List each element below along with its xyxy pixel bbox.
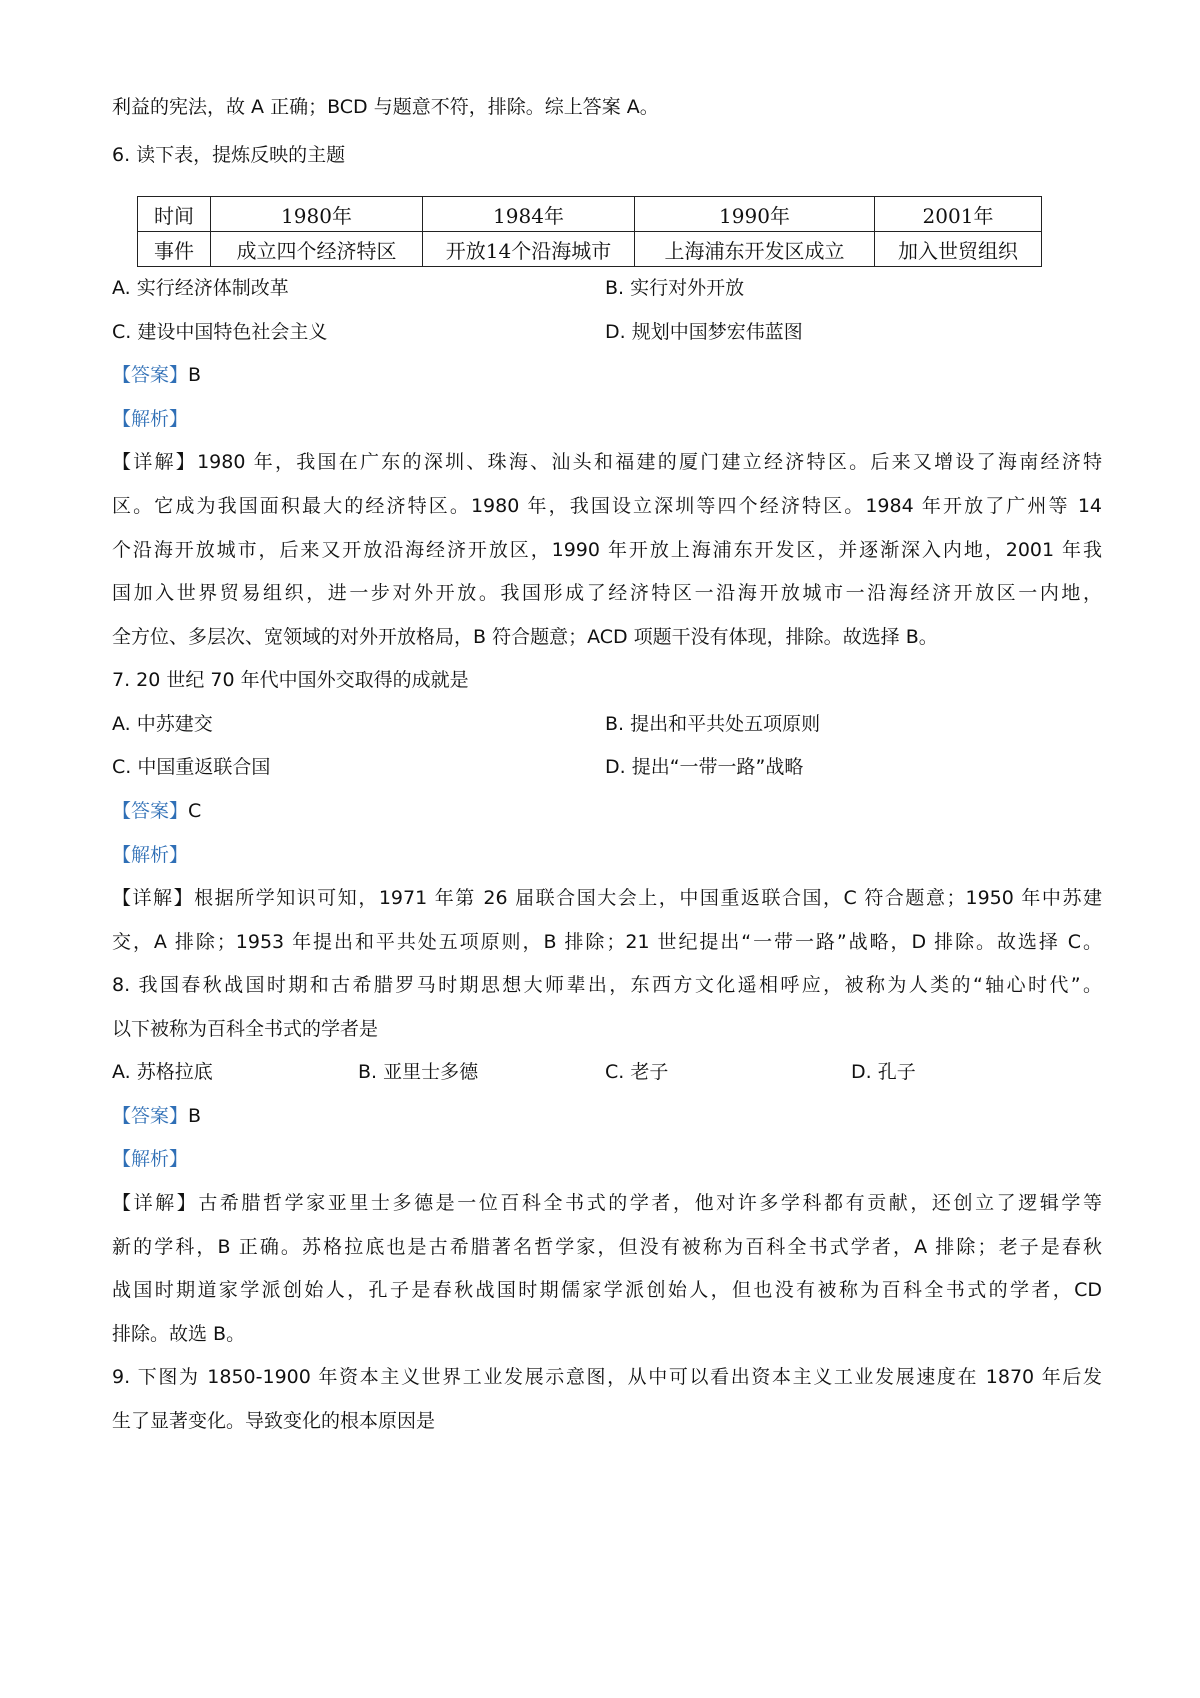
question-7-stem: 7. 20 世纪 70 年代中国外交取得的成就是 — [112, 669, 469, 691]
detail-line: 新的学科，B 正确。苏格拉底也是古希腊著名哲学家，但没有被称为百科全书式学者，A 排除；老子是春秋 — [112, 1236, 1102, 1258]
table-row — [138, 232, 1042, 267]
table-row — [138, 197, 1042, 232]
detail-line — [112, 1188, 1102, 1218]
detail-line: 全方位、多层次、宽领域的对外开放格局，B 符合题意；ACD 项题干没有体现，排除。故选择 B。 — [112, 626, 938, 648]
question-6-stem: 6. 读下表，提炼反映的主题 — [112, 144, 346, 166]
question-8-stem: 以下被称为百科全书式的学者是 — [112, 1018, 379, 1040]
table-cell: 加入世贸组织 — [875, 232, 1042, 267]
table-cell: 成立四个经济特区 — [211, 232, 423, 267]
detail-tag: 【详解】 — [112, 1192, 199, 1214]
table-cell: 开放14个沿海城市 — [423, 232, 635, 267]
answer-line — [112, 796, 201, 826]
detail-text: 古希腊哲学家亚里士多德是一位百科全书式的学者，他对许多学科都有贡献，还创立了逻辑学等 — [198, 1192, 1102, 1214]
detail-line — [112, 447, 1102, 477]
detail-text: 根据所学知识可知，1971 年第 26 届联合国大会上，中国重返联合国，C 符合题意；1950 年中苏建 — [194, 887, 1102, 909]
option-b: B. 实行对外开放 — [605, 277, 745, 299]
detail-line: 交，A 排除；1953 年提出和平共处五项原则，B 排除；21 世纪提出“一带一路”战略，D 排除。故选择 C。 — [112, 931, 1102, 953]
option-d: D. 孔子 — [851, 1061, 916, 1083]
text-line: 利益的宪法，故 A 正确；BCD 与题意不符，排除。综上答案 A。 — [112, 96, 659, 118]
option-b: B. 提出和平共处五项原则 — [605, 713, 821, 735]
detail-line: 个沿海开放城市，后来又开放沿海经济开放区，1990 年开放上海浦东开发区，并逐渐深入内地，2001 年我 — [112, 539, 1102, 561]
detail-text: 1980 年，我国在广东的深圳、珠海、汕头和福建的厦门建立经济特区。后来又增设了海南经济特 — [197, 451, 1102, 473]
option-a: A. 中苏建交 — [112, 713, 213, 735]
answer-value: B — [188, 1105, 202, 1127]
question-9-stem: 生了显著变化。导致变化的根本原因是 — [112, 1410, 436, 1432]
answer-value: B — [188, 364, 202, 386]
analysis-tag: 【解析】 — [112, 844, 189, 866]
option-a: A. 苏格拉底 — [112, 1061, 213, 1083]
option-c: C. 中国重返联合国 — [112, 756, 271, 778]
table-cell: 时间 — [138, 197, 211, 232]
question-8-stem: 8. 我国春秋战国时期和古希腊罗马时期思想大师辈出，东西方文化遥相呼应，被称为人类的“轴心时代”。 — [112, 974, 1102, 996]
option-a: A. 实行经济体制改革 — [112, 277, 289, 299]
option-d: D. 提出“一带一路”战略 — [605, 756, 804, 778]
answer-tag: 【答案】 — [112, 1105, 189, 1127]
detail-line: 排除。故选 B。 — [112, 1323, 246, 1345]
table-cell: 上海浦东开发区成立 — [635, 232, 875, 267]
table-cell: 1984年 — [423, 197, 635, 232]
detail-line: 国加入世界贸易组织，进一步对外开放。我国形成了经济特区一沿海开放城市一沿海经济开放区一内地， — [112, 582, 1102, 604]
table-cell: 2001年 — [875, 197, 1042, 232]
events-table — [137, 196, 1042, 267]
detail-line: 战国时期道家学派创始人，孔子是春秋战国时期儒家学派创始人，但也没有被称为百科全书式的学者，CD — [112, 1279, 1102, 1301]
option-c: C. 老子 — [605, 1061, 669, 1083]
detail-line — [112, 883, 1102, 913]
option-d: D. 规划中国梦宏伟蓝图 — [605, 321, 803, 343]
detail-tag: 【详解】 — [112, 887, 195, 909]
answer-tag: 【答案】 — [112, 364, 189, 386]
option-c: C. 建设中国特色社会主义 — [112, 321, 328, 343]
answer-line — [112, 360, 201, 390]
table-cell: 1990年 — [635, 197, 875, 232]
detail-line: 区。它成为我国面积最大的经济特区。1980 年，我国设立深圳等四个经济特区。1984 年开放了广州等 14 — [112, 495, 1102, 517]
option-b: B. 亚里士多德 — [358, 1061, 479, 1083]
table-cell: 1980年 — [211, 197, 423, 232]
answer-line — [112, 1101, 201, 1131]
table-cell: 事件 — [138, 232, 211, 267]
question-9-stem: 9. 下图为 1850-1900 年资本主义世界工业发展示意图，从中可以看出资本主义工业发展速度在 1870 年后发 — [112, 1366, 1102, 1388]
answer-value: C — [188, 800, 202, 822]
analysis-tag: 【解析】 — [112, 1148, 189, 1170]
analysis-tag: 【解析】 — [112, 408, 189, 430]
answer-tag: 【答案】 — [112, 800, 189, 822]
detail-tag: 【详解】 — [112, 451, 198, 473]
